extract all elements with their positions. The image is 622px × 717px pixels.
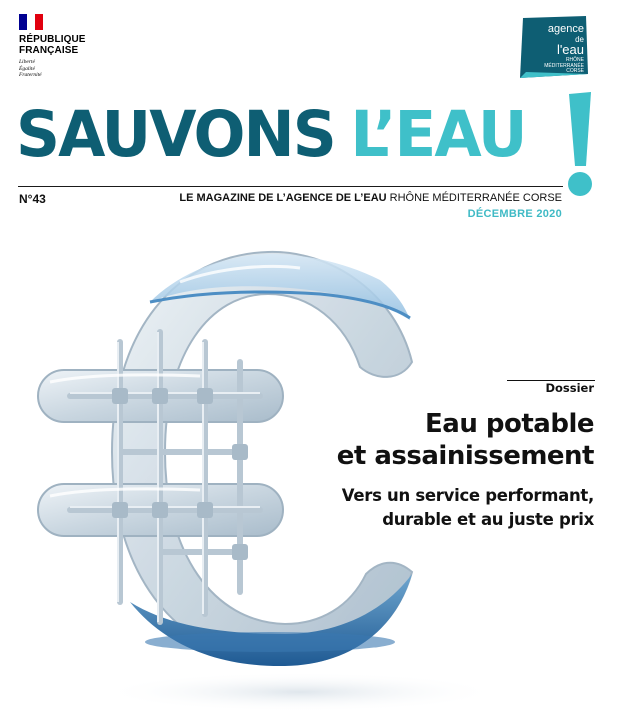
leau-word: l'eau (556, 42, 584, 57)
masthead-leau: L’EAU (350, 98, 526, 171)
agence-region (526, 58, 584, 75)
rf-motto (19, 59, 86, 79)
rf-name-line1: RÉPUBLIQUE (19, 34, 86, 45)
region-corse: CORSE (566, 68, 584, 74)
tagline-regular: RHÔNE MÉDITERRANÉE CORSE (389, 192, 562, 204)
dossier-subtitle-line1: Vers un service performant, (341, 486, 594, 505)
dossier-label: Dossier (545, 381, 594, 395)
dossier-subtitle-line2: durable et au juste prix (382, 510, 594, 529)
motto-fraternite: Fraternité (19, 72, 42, 78)
masthead-divider (18, 186, 563, 187)
agence-de-leau-logo (520, 16, 588, 78)
dossier-title (337, 408, 594, 472)
flag-stripe-2 (35, 14, 43, 30)
republique-francaise-logo (19, 14, 86, 79)
flag-stripe-0 (19, 14, 27, 30)
region-rhone: RHÔNE (565, 57, 584, 63)
issue-date: DÉCEMBRE 2020 (467, 208, 562, 220)
tagline-bold: LE MAGAZINE DE L’AGENCE DE L’EAU (179, 192, 387, 204)
issue-number: N°43 (19, 192, 46, 206)
dossier-title-line2: et assainissement (336, 441, 594, 471)
agence-word: agence (547, 23, 584, 35)
french-flag-icon (19, 14, 43, 30)
exclamation-icon (565, 92, 595, 202)
magazine-tagline (179, 192, 562, 204)
region-mediterranee: MÉDITERRANÉE (544, 62, 584, 69)
rf-name-line2: FRANÇAISE (19, 45, 79, 56)
flag-stripe-1 (27, 14, 35, 30)
de-word: de (575, 35, 584, 44)
motto-liberte: Liberté (19, 59, 35, 65)
motto-egalite: Égalité (19, 65, 35, 72)
republique-francaise-name (19, 34, 86, 56)
dossier-title-line1: Eau potable (425, 409, 594, 439)
dossier-subtitle (342, 484, 594, 532)
masthead-sauvons: SAUVONS (16, 98, 335, 171)
masthead-title (16, 98, 526, 171)
